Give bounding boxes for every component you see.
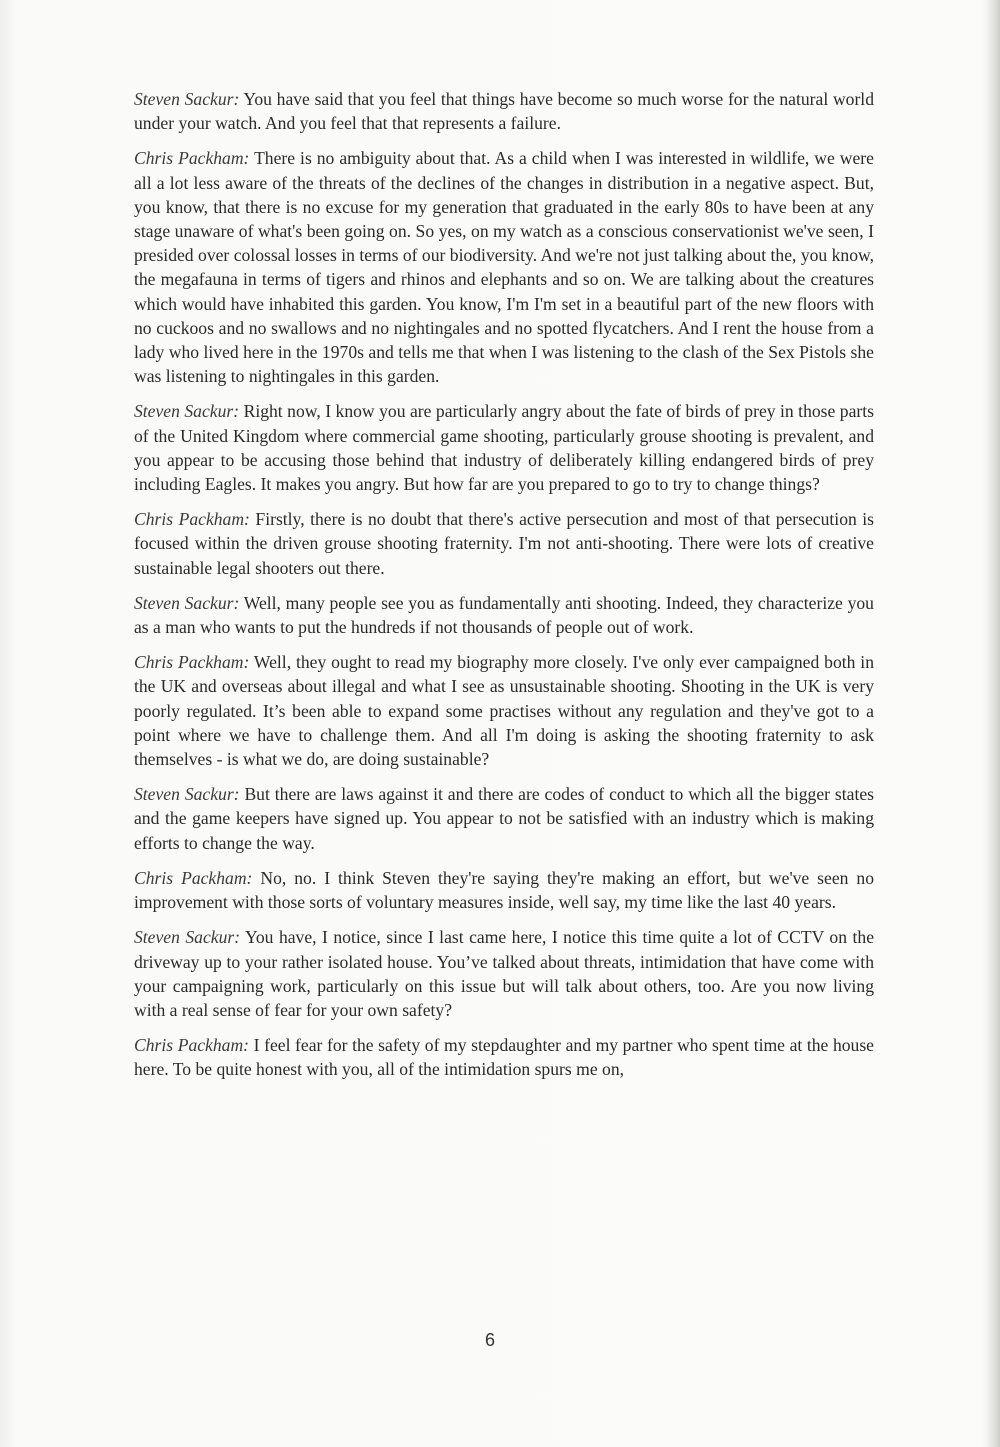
paragraph-text: You have, I notice, since I last came here, I notice this time quite a lot of CCTV on the driveway up to your rather isolated house. You’ve talked about threats, intimidation that have come with your campaigning work, particularly on this issue but will talk about others, too. Are you now living with a real sense of fear for your own safety? — [134, 927, 874, 1020]
speaker-name: Chris Packham: — [134, 652, 250, 673]
paragraph-text: Well, they ought to read my biography more closely. I've only ever campaigned both in the UK and overseas about illegal and what I see as unsustainable shooting. Shooting in the UK is very poorly regulated. It’s been able to expand some practises without any regulation and they've got to a point where we have to challenge them. And all I'm doing is asking the shooting fraternity to ask themselves - is what we do, are doing sustainable? — [134, 652, 874, 770]
transcript-paragraph — [134, 591, 874, 639]
paragraph-text: There is no ambiguity about that. As a child when I was interested in wildlife, we were all a lot less aware of the threats of the declines of the changes in distribution in a negative aspect. But, you know, that there is no excuse for my generation that graduated in the early 80s to have been at any stage unaware of what's been going on. So yes, on my watch as a conscious conservationist we've seen, I presided over colossal losses in terms of our biodiversity. And we're not just talking about the, you know, the megafauna in terms of tigers and rhinos and elephants and so on. We are talking about the creatures which would have inhabited this garden. You know, I'm I'm set in a beautiful part of the new floors with no cuckoos and no swallows and no nightingales and no spotted flycatchers. And I rent the house from a lady who lived here in the 1970s and tells me that when I was listening to the clash of the Sex Pistols she was listening to nightingales in this garden. — [134, 148, 874, 387]
page-number: 6 — [484, 1330, 495, 1350]
transcript-paragraph — [134, 925, 874, 1022]
paragraph-text: But there are laws against it and there are codes of conduct to which all the bigger states and the game keepers have signed up. You appear to not be satisfied with an industry which is making efforts to change the way. — [134, 784, 874, 853]
paragraph-text: No, no. I think Steven they're saying they're making an effort, but we've seen no improvement with those sorts of voluntary measures inside, well say, my time like the last 40 years. — [134, 867, 874, 913]
transcript-paragraph — [134, 650, 874, 771]
transcript-paragraph — [134, 146, 874, 388]
paragraph-text: Well, many people see you as fundamentally anti shooting. Indeed, they characterize you as a man who wants to put the hundreds if not thousands of people out of work. — [134, 592, 874, 638]
transcript-body — [134, 87, 874, 1093]
paragraph-text: I feel fear for the safety of my stepdaughter and my partner who spent time at the house here. To be quite honest with you, all of the intimidation spurs me on, — [134, 1035, 874, 1080]
paragraph-text: You have said that you feel that things have become so much worse for the natural world under your watch. And you feel that that represents a failure. — [134, 89, 874, 134]
speaker-name: Chris Packham: — [134, 867, 253, 888]
transcript-paragraph — [134, 866, 874, 914]
speaker-name: Chris Packham: — [134, 1035, 250, 1056]
speaker-name: Chris Packham: — [134, 148, 250, 169]
speaker-name: Steven Sackur: — [134, 784, 240, 805]
speaker-name: Chris Packham: — [134, 509, 250, 530]
page-edge-shadow — [986, 0, 1000, 1447]
paragraph-text: Firstly, there is no doubt that there's active persecution and most of that persecution is focused within the driven grouse shooting fraternity. I'm not anti-shooting. There were lots of creative sustainable legal shooters out there. — [134, 509, 874, 578]
paragraph-text: Right now, I know you are particularly angry about the fate of birds of prey in those parts of the United Kingdom where commercial game shooting, particularly grouse shooting is prevalent, and you appear to be accusing those behind that industry of deliberately killing endangered birds of prey including Eagles. It makes you angry. But how far are you prepared to go to try to change things? — [134, 401, 874, 495]
speaker-name: Steven Sackur: — [134, 89, 240, 109]
transcript-paragraph — [134, 87, 874, 135]
transcript-paragraph — [134, 399, 874, 496]
speaker-name: Steven Sackur: — [134, 927, 241, 948]
transcript-paragraph — [134, 782, 874, 855]
speaker-name: Steven Sackur: — [134, 401, 240, 422]
transcript-paragraph — [134, 1033, 874, 1081]
speaker-name: Steven Sackur: — [134, 592, 240, 613]
transcript-paragraph — [134, 507, 874, 580]
